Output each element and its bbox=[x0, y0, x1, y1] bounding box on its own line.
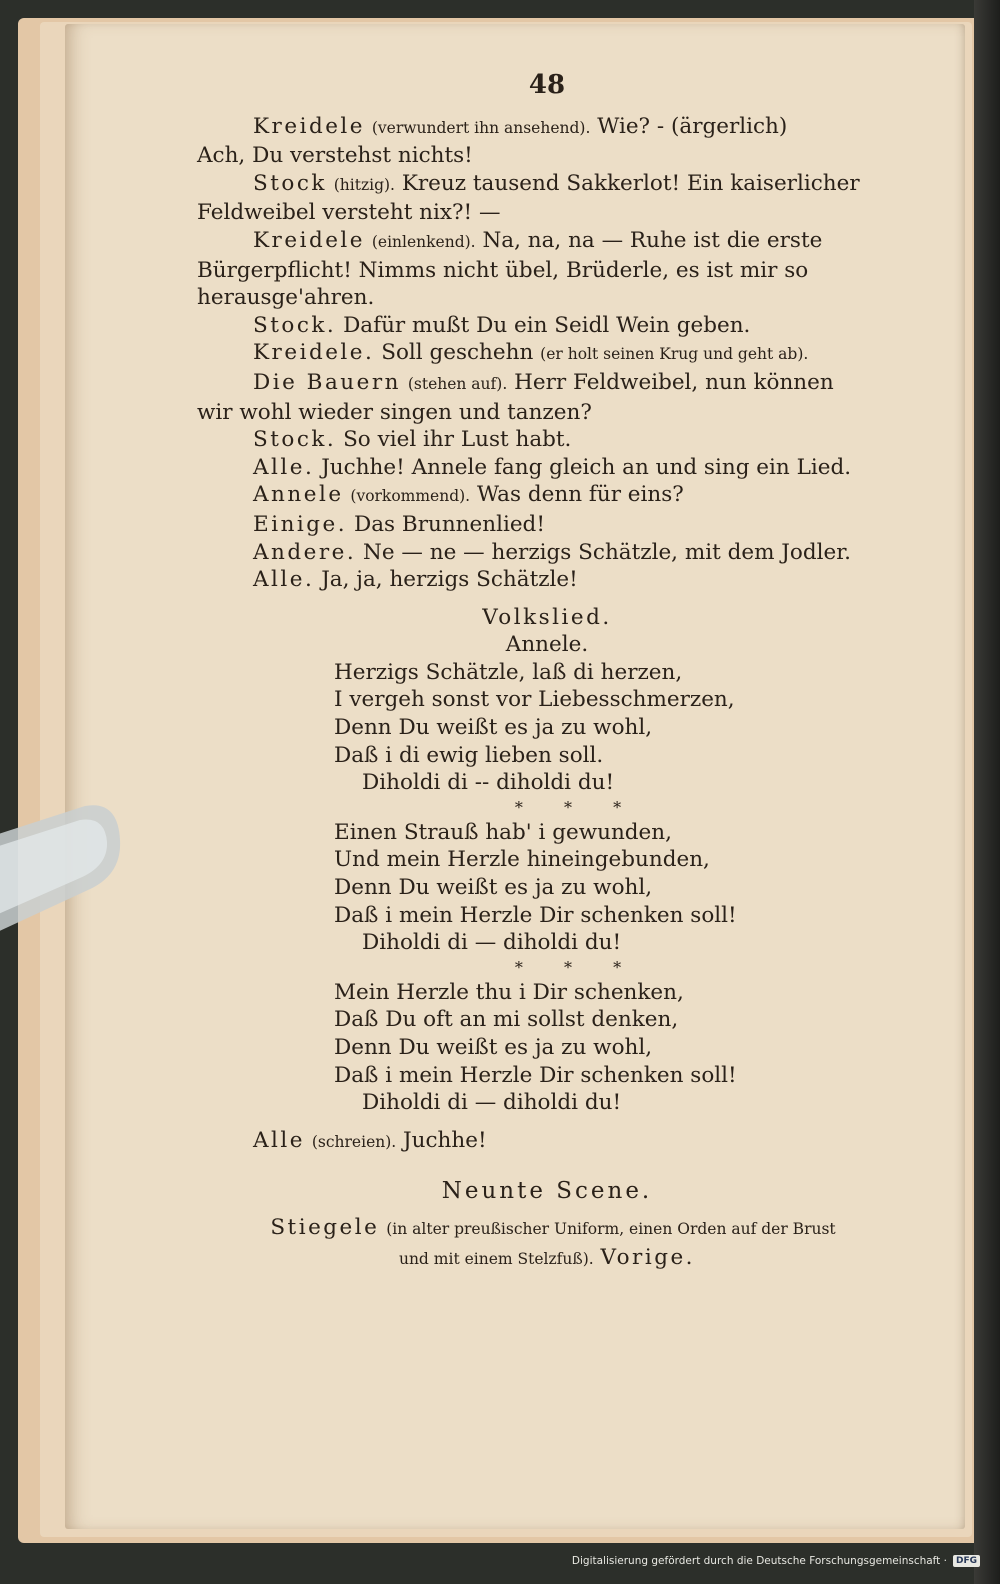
verse-line: Denn Du weißt es ja zu wohl, bbox=[334, 875, 653, 901]
dialogue-line: Ach, Du verstehst nichts! bbox=[197, 143, 473, 169]
line-text: Soll geschehn bbox=[381, 340, 534, 366]
line-text: Ja, ja, herzigs Schätzle! bbox=[321, 567, 578, 593]
refrain: Diholdi di — diholdi du! bbox=[362, 930, 622, 956]
speaker-name: Alle bbox=[253, 1127, 306, 1153]
line-text: Ne — ne — herzigs Schätzle, mit dem Jodler. bbox=[363, 539, 851, 565]
song-singer: Annele. bbox=[505, 632, 589, 658]
page-number: 48 bbox=[528, 70, 566, 100]
speaker-name: Stock. bbox=[253, 312, 337, 338]
song-title: Volkslied. bbox=[482, 604, 612, 630]
dialogue-line: herausge'ahren. bbox=[197, 285, 375, 311]
dialogue-line bbox=[197, 426, 897, 454]
footer-credit: Digitalisierung gefördert durch die Deutsche Forschungsgemeinschaft · bbox=[571, 1555, 947, 1567]
speaker-name: Kreidele bbox=[253, 227, 366, 253]
line-text: Vorige. bbox=[600, 1244, 696, 1270]
speaker-name: Stock bbox=[253, 170, 327, 196]
speaker-name: Die Bauern bbox=[253, 369, 401, 395]
dialogue-line: wir wohl wieder singen und tanzen? bbox=[197, 399, 592, 425]
stage-direction: (vorkommend). bbox=[350, 487, 471, 506]
verse-line: Herzigs Schätzle, laß di herzen, bbox=[334, 659, 683, 685]
dialogue-line: Bürgerpflicht! Nimms nicht übel, Brüderle, es ist mir so bbox=[197, 257, 809, 283]
verse-line: I vergeh sonst vor Liebesschmerzen, bbox=[334, 687, 735, 713]
dialogue-line bbox=[197, 1127, 897, 1157]
refrain: Diholdi di — diholdi du! bbox=[362, 1090, 622, 1116]
stage-direction: (einlenkend). bbox=[371, 232, 476, 251]
stage-direction: und mit einem Stelzfuß). bbox=[398, 1249, 594, 1268]
line-text: Wie? - (ärgerlich) bbox=[597, 113, 788, 139]
speaker-name: Alle. bbox=[253, 567, 315, 593]
line-text: Kreuz tausend Sakkerlot! Ein kaiserlicher bbox=[401, 170, 860, 196]
verse-line: Daß Du oft an mi sollst denken, bbox=[334, 1007, 679, 1033]
line-text: Juchhe! Annele fang gleich an und sing ein Lied. bbox=[321, 454, 852, 480]
stage-direction: (in alter preußischer Uniform, einen Orden auf der Brust bbox=[386, 1219, 836, 1238]
speaker-name: Kreidele. bbox=[253, 340, 375, 366]
verse-line: Und mein Herzle hineingebunden, bbox=[334, 847, 710, 873]
stage-direction: (hitzig). bbox=[333, 175, 395, 194]
dialogue-line bbox=[197, 170, 897, 200]
dialogue-line bbox=[197, 312, 897, 340]
verse-line: Daß i mein Herzle Dir schenken soll! bbox=[334, 902, 737, 928]
stage-direction: (stehen auf). bbox=[407, 374, 508, 393]
line-text: Das Brunnenlied! bbox=[353, 511, 545, 537]
dialogue-line bbox=[197, 539, 897, 567]
speaker-name: Alle. bbox=[253, 454, 315, 480]
speaker-name: Annele bbox=[253, 482, 344, 508]
dialogue-line bbox=[197, 454, 897, 482]
stanza bbox=[197, 659, 897, 797]
verse-line: Denn Du weißt es ja zu wohl, bbox=[334, 715, 653, 741]
speaker-name: Andere. bbox=[253, 539, 357, 565]
scene-heading: Neunte Scene. bbox=[441, 1178, 653, 1205]
line-text: Dafür mußt Du ein Seidl Wein geben. bbox=[343, 312, 751, 338]
dialogue-line bbox=[197, 113, 897, 143]
stanza-separator: * * * bbox=[514, 957, 640, 977]
verse-line: Mein Herzle thu i Dir schenken, bbox=[334, 979, 684, 1005]
speaker-name: Stiegele bbox=[270, 1214, 380, 1240]
line-text: So viel ihr Lust habt. bbox=[343, 427, 572, 453]
stanza-separator: * * * bbox=[514, 797, 640, 817]
footer bbox=[571, 1548, 980, 1574]
scene-intro-cont bbox=[197, 1244, 897, 1274]
verse-line: Daß i di ewig lieben soll. bbox=[334, 742, 604, 768]
stage-direction: (er holt seinen Krug und geht ab). bbox=[540, 345, 809, 364]
stage-direction: (verwundert ihn ansehend). bbox=[371, 118, 591, 137]
dfg-logo: DFG bbox=[953, 1555, 980, 1567]
scan-edge bbox=[974, 0, 1000, 1584]
dialogue-line: Feldweibel versteht nix?! — bbox=[197, 200, 501, 226]
dialogue-line bbox=[197, 511, 897, 539]
dialogue-line bbox=[197, 481, 897, 511]
speaker-name: Stock. bbox=[253, 427, 337, 453]
stanza bbox=[197, 819, 897, 957]
speaker-name: Einige. bbox=[253, 511, 348, 537]
scene-intro bbox=[197, 1214, 897, 1244]
line-text: Na, na, na — Ruhe ist die erste bbox=[482, 227, 823, 253]
dialogue-line bbox=[197, 227, 897, 257]
line-text: Herr Feldweibel, nun können bbox=[514, 369, 834, 395]
verse-line: Einen Strauß hab' i gewunden, bbox=[334, 819, 672, 845]
dialogue-line bbox=[197, 339, 897, 369]
stanza bbox=[197, 979, 897, 1117]
dialogue-line bbox=[197, 369, 897, 399]
verse-line: Denn Du weißt es ja zu wohl, bbox=[334, 1035, 653, 1060]
page-text bbox=[197, 72, 897, 1273]
dialogue-line bbox=[197, 566, 897, 594]
line-text: Was denn für eins? bbox=[476, 482, 684, 508]
line-text: Juchhe! bbox=[403, 1127, 487, 1153]
stage-direction: (schreien). bbox=[311, 1132, 397, 1151]
page-clip-image bbox=[0, 800, 130, 940]
verse-line: Daß i mein Herzle Dir schenken soll! bbox=[334, 1062, 737, 1088]
refrain: Diholdi di -- diholdi du! bbox=[362, 770, 615, 796]
speaker-name: Kreidele bbox=[253, 113, 366, 139]
